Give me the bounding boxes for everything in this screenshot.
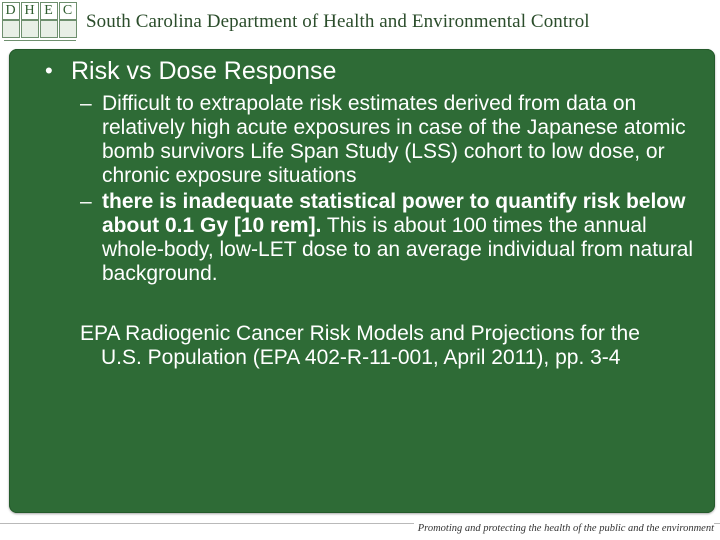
main-bullet-text: Risk vs Dose Response [71,57,337,85]
logo-letter-e: E [44,3,53,18]
header [0,0,720,46]
dash-marker: – [80,92,92,115]
sub-bullet-text: This is about 100 times the annual whole-body, low-LET dose to an average individual from natural background. [102,214,694,285]
sub-bullet-item [29,92,709,188]
dhec-logo [2,2,78,42]
content-panel [9,49,715,513]
slide-content [29,56,709,370]
logo-letter-d: D [5,3,16,18]
agency-title: South Carolina Department of Health and Environmental Control [86,11,590,32]
footer-tagline: Promoting and protecting the health of the public and the environment [414,523,714,534]
dash-marker: – [80,190,92,213]
bullet-dot-icon: • [45,58,53,83]
sub-bullet-bold-text: there is inadequate statistical power to quantify risk below about 0.1 Gy [10 rem]. [102,190,686,237]
logo-letter-h: H [24,3,35,18]
reference-citation: EPA Radiogenic Cancer Risk Models and Projections for the U.S. Population (EPA 402-R-11-001, April 2011), pp. 3-4 [80,322,640,369]
sub-bullet-item [29,190,709,286]
logo-letter-c: C [62,3,73,18]
footer [0,515,720,540]
sub-bullet-list [29,92,709,286]
main-bullet [29,56,709,86]
sub-bullet-text: Difficult to extrapolate risk estimates derived from data on relatively high acute exposures in case of the Japanese atomic bomb survivors Life Span Study (LSS) cohort to low dose, or chronic exposure situations [102,92,686,187]
